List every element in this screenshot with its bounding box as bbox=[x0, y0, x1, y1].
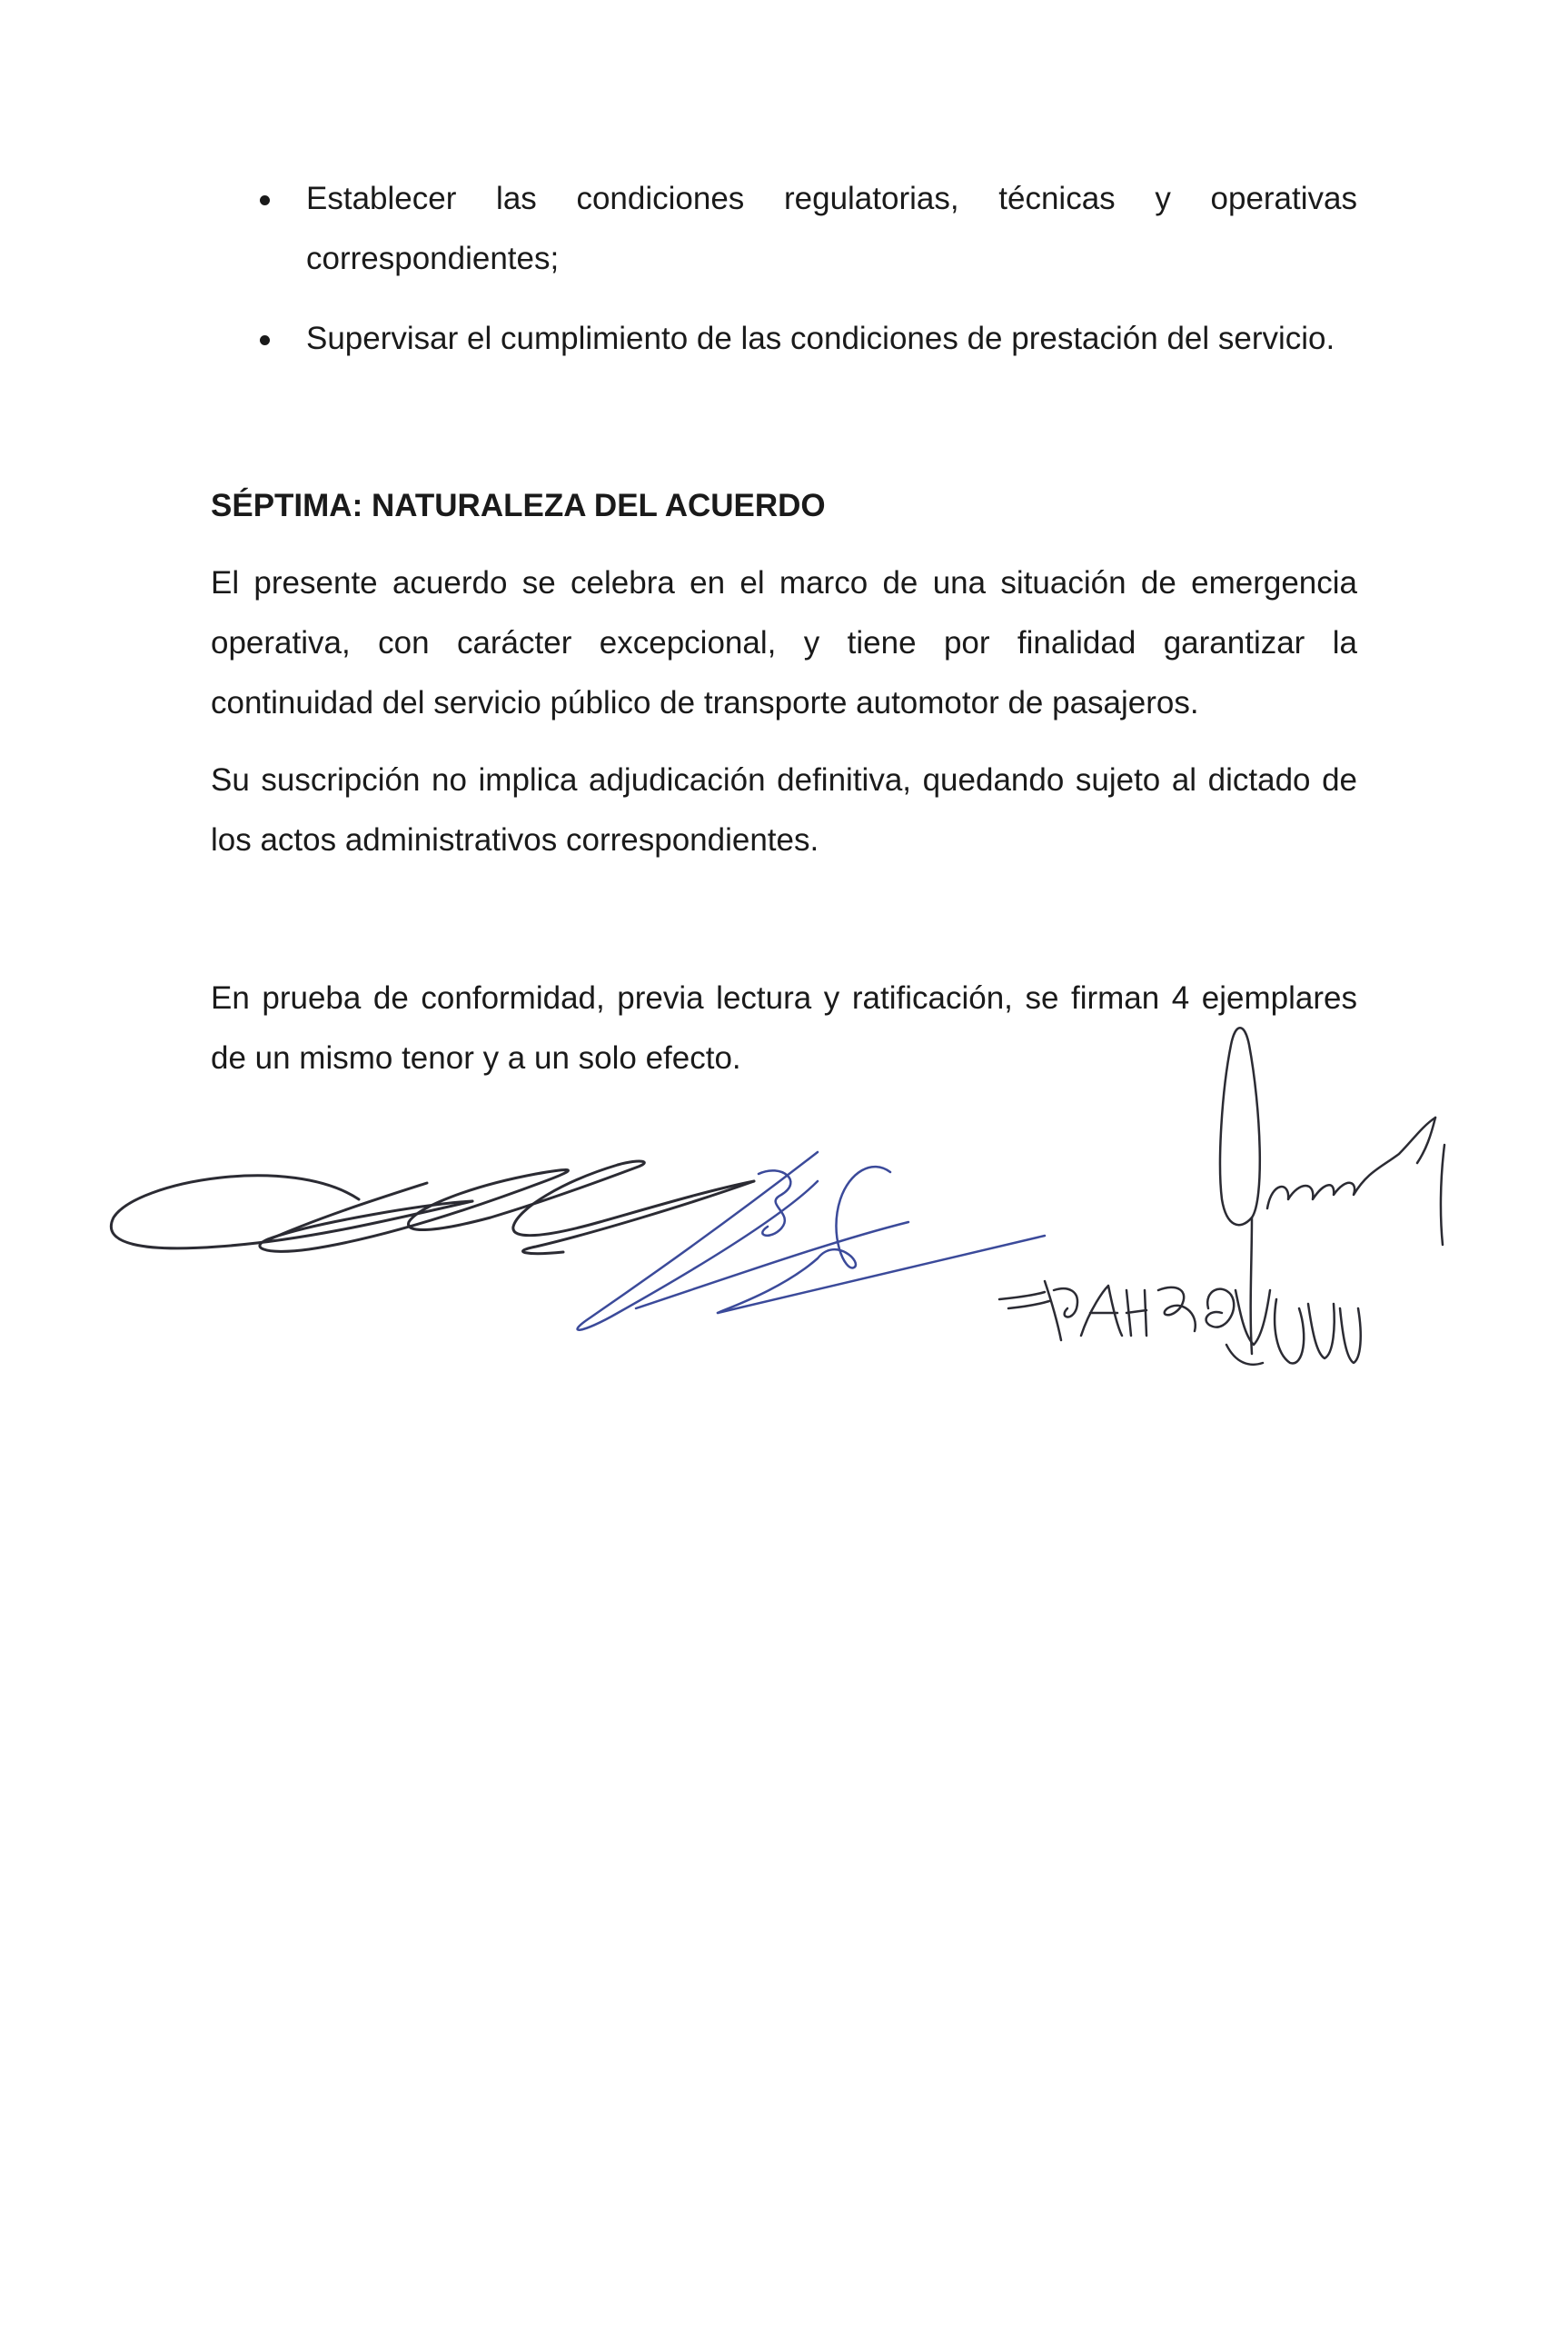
bullet-item bbox=[211, 169, 1357, 289]
section-paragraph: El presente acuerdo se celebra en el marco de una situación de emergencia operativa, con carácter excepcional, y tiene por finalidad garantizar la continuidad del servicio público de transporte automotor de pasajeros. bbox=[211, 565, 1357, 721]
bullet-dot-icon bbox=[260, 195, 270, 205]
section-heading: SÉPTIMA: NATURALEZA DEL ACUERDO bbox=[211, 488, 826, 523]
signature-left bbox=[111, 1161, 754, 1254]
bullet-text: Supervisar el cumplimiento de las condiciones de prestación del servicio. bbox=[306, 321, 1335, 356]
signature-middle bbox=[578, 1152, 1045, 1330]
signature-bottom-right bbox=[999, 1281, 1361, 1365]
closing-paragraph: En prueba de conformidad, previa lectura y ratificación, se firman 4 ejemplares de un mismo tenor y a un solo efecto. bbox=[211, 980, 1357, 1076]
bullet-item bbox=[211, 309, 1357, 369]
bullet-text: Establecer las condiciones regulatorias, técnicas y operativas correspondientes; bbox=[306, 181, 1357, 276]
bullet-list bbox=[211, 169, 1357, 369]
bullet-dot-icon bbox=[260, 335, 270, 345]
section-paragraph: Su suscripción no implica adjudicación definitiva, quedando sujeto al dictado de los actos administrativos correspondientes. bbox=[211, 762, 1357, 858]
